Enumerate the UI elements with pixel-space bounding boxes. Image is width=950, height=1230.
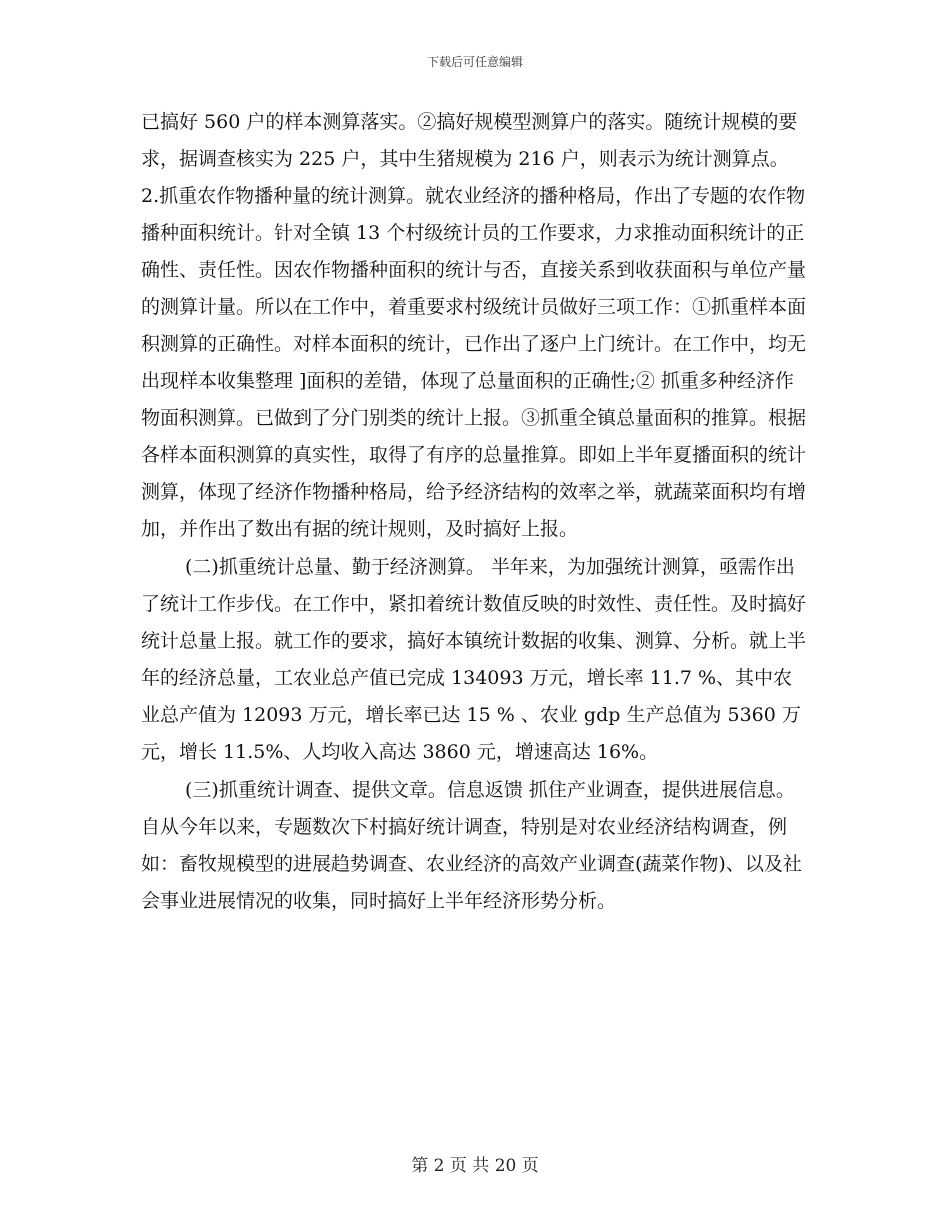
- paragraph-continuation: 已搞好 560 户的样本测算落实。②搞好规模型测算户的落实。随统计规模的要求，据调查核实为 225 户，其中生猪规模为 216 户，则表示为统计测算点。 2.抓重农作物播种量的统计测算。就农业经济的播种格局，作出了专题的农作物播种面积统计。针对全镇 13 个村级统计员的工作要求，力求推动面积统计的正确性、责任性。因农作物播种面积的统计与否，直接关系到收获面积与单位产量的测算计量。所以在工作中，着重要求村级统计员做好三项工作：①抓重样本面积测算的正确性。对样本面积的统计，已作出了逐户上门统计。在工作中，均无出现样本收集整理 ]面积的差错，体现了总量面积的正确性;② 抓重多种经济作物面积测算。已做到了分门别类的统计上报。③抓重全镇总量面积的推算。根据各样本面积测算的真实性，取得了有序的总量推算。即如上半年夏播面积的统计测算，体现了经济作物播种格局，给予经济结构的效率之举，就蔬菜面积均有增加，并作出了数出有据的统计规则，及时搞好上报。: [141, 111, 807, 540]
- paragraph-section-2: (二)抓重统计总量、勤于经济测算。 半年来，为加强统计测算，亟需作出了统计工作步伐。在工作中，紧扣着统计数值反映的时效性、责任性。及时搞好统计总量上报。就工作的要求，搞好本镇统计数据的收集、测算、分析。就上半年的经济总量，工农业总产值已完成 134093 万元，增长率 11.7 %、其中农业总产值为 12093 万元，增长率已达 15 % 、农业 gdp 生产总值为 5360 万元，增长 11.5%、人均收入高达 3860 元，增速高达 16%。: [141, 556, 807, 763]
- page-header: 下载后可任意编辑: [426, 55, 523, 69]
- page-footer: 第 2 页 共 20 页: [411, 1156, 539, 1176]
- paragraph-section-3: (三)抓重统计调查、提供文章。信息返馈 抓住产业调查，提供进展信息。自从今年以来，专题数次下村搞好统计调查，特别是对农业经济结构调查，例如：畜牧规模型的进展趋势调查、农业经济的高效产业调查(蔬菜作物)、以及社会事业进展情况的收集，同时搞好上半年经济形势分析。: [141, 779, 802, 912]
- document-body: [141, 104, 811, 920]
